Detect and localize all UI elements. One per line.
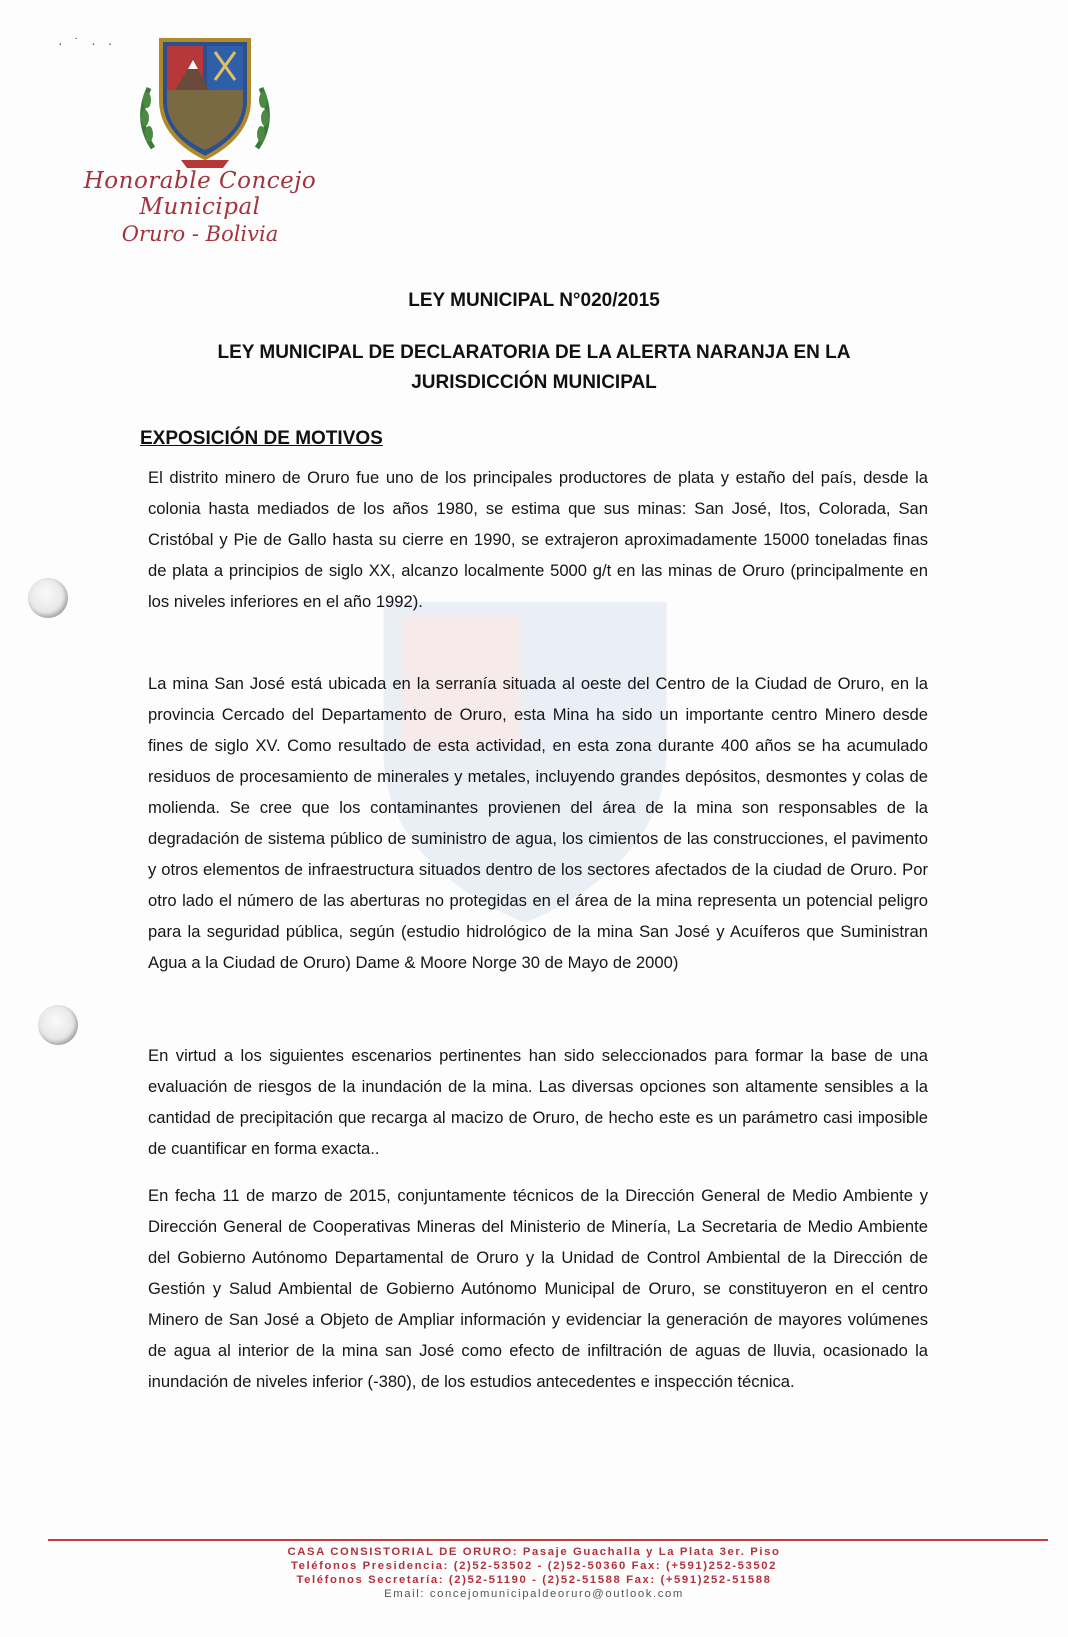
law-number: LEY MUNICIPAL N°020/2015 bbox=[408, 290, 660, 311]
punch-hole bbox=[38, 1005, 78, 1045]
footer bbox=[0, 1545, 1068, 1601]
footer-divider bbox=[48, 1539, 1048, 1541]
paragraph: En fecha 11 de marzo de 2015, conjuntamente técnicos de la Dirección General de Medio Ambiente y Dirección General de Cooperativas Mineras del Ministerio de Minería, La Secretaria de Medio Ambiente del Gobierno Autónomo Departamental de Oruro y la Unidad de Control Ambiental de la Dirección de Gestión y Salud Ambiental de Gobierno Autónomo Municipal de Oruro, se constituyeron en el centro Minero de San José a Objeto de Ampliar información y evidenciar la generación de mayores volúmenes de agua al interior de la mina san José como efecto de infiltración de aguas de lluvia, ocasionado la inundación de niveles inferior (-380), de los estudios antecedentes e inspección técnica. bbox=[148, 1186, 928, 1391]
footer-phones-secretary: Teléfonos Secretaría: (2)52-51190 - (2)52-51588 Fax: (+591)252-51588 bbox=[296, 1574, 772, 1586]
law-title-line1: LEY MUNICIPAL DE DECLARATORIA DE LA ALERTA NARANJA EN LA bbox=[217, 342, 851, 363]
footer-address: CASA CONSISTORIAL DE ORURO: Pasaje Guachalla y La Plata 3er. Piso bbox=[287, 1546, 781, 1558]
council-name-line2: Oruro - Bolivia bbox=[121, 222, 279, 246]
footer-email: Email: concejomunicipaldeoruro@outlook.com bbox=[384, 1588, 684, 1600]
law-title-line2: JURISDICCIÓN MUNICIPAL bbox=[411, 372, 657, 393]
paragraph: En virtud a los siguientes escenarios pertinentes han sido seleccionados para formar la base de una evaluación de riesgos de la inundación de la mina. Las diversas opciones son altamente sensibles a la cantidad de precipitación que recarga al macizo de Oruro, de hecho este es un parámetro casi imposible de cuantificar en forma exacta.. bbox=[148, 1046, 928, 1158]
municipal-crest-icon bbox=[135, 30, 275, 170]
council-name-line1: Honorable Concejo Municipal bbox=[83, 168, 317, 220]
scan-specks: · ˙ · · bbox=[58, 35, 117, 51]
footer-phones-presidency: Teléfonos Presidencia: (2)52-53502 - (2)52-50360 Fax: (+591)252-53502 bbox=[290, 1560, 777, 1572]
council-name bbox=[30, 168, 370, 246]
section-heading: EXPOSICIÓN DE MOTIVOS bbox=[140, 428, 383, 449]
paragraph: La mina San José está ubicada en la serranía situada al oeste del Centro de la Ciudad de Oruro, en la provincia Cercado del Departamento de Oruro, esta Mina ha sido un importante centro Minero desde fines de siglo XV. Como resultado de esta actividad, en esta zona durante 400 años se ha acumulado residuos de procesamiento de minerales y metales, incluyendo grandes depósitos, desmontes y colas de molienda. Se cree que los contaminantes provienen del área de la mina son responsables de la degradación de sistema público de suministro de agua, los cimientos de las construcciones, el pavimento y otros elementos de infraestructura situados dentro de los sectores afectados de la ciudad de Oruro. Por otro lado el número de las aberturas no protegidas en el área de la mina representa un potencial peligro para la seguridad pública, según (estudio hidrológico de la mina San José y Acuíferos que Suministran Agua a la Ciudad de Oruro) Dame & Moore Norge 30 de Mayo de 2000) bbox=[148, 674, 928, 972]
paragraph: El distrito minero de Oruro fue uno de los principales productores de plata y estaño del país, desde la colonia hasta mediados de los años 1980, se estima que sus minas: San José, Itos, Colorada, San Cristóbal y Pie de Gallo hasta su cierre en 1990, se extrajeron aproximadamente 15000 toneladas finas de plata a principios de siglo XX, alcanzo localmente 5000 g/t en las minas de Oruro (principalmente en los niveles inferiores en el año 1992). bbox=[148, 468, 928, 611]
punch-hole bbox=[28, 578, 68, 618]
